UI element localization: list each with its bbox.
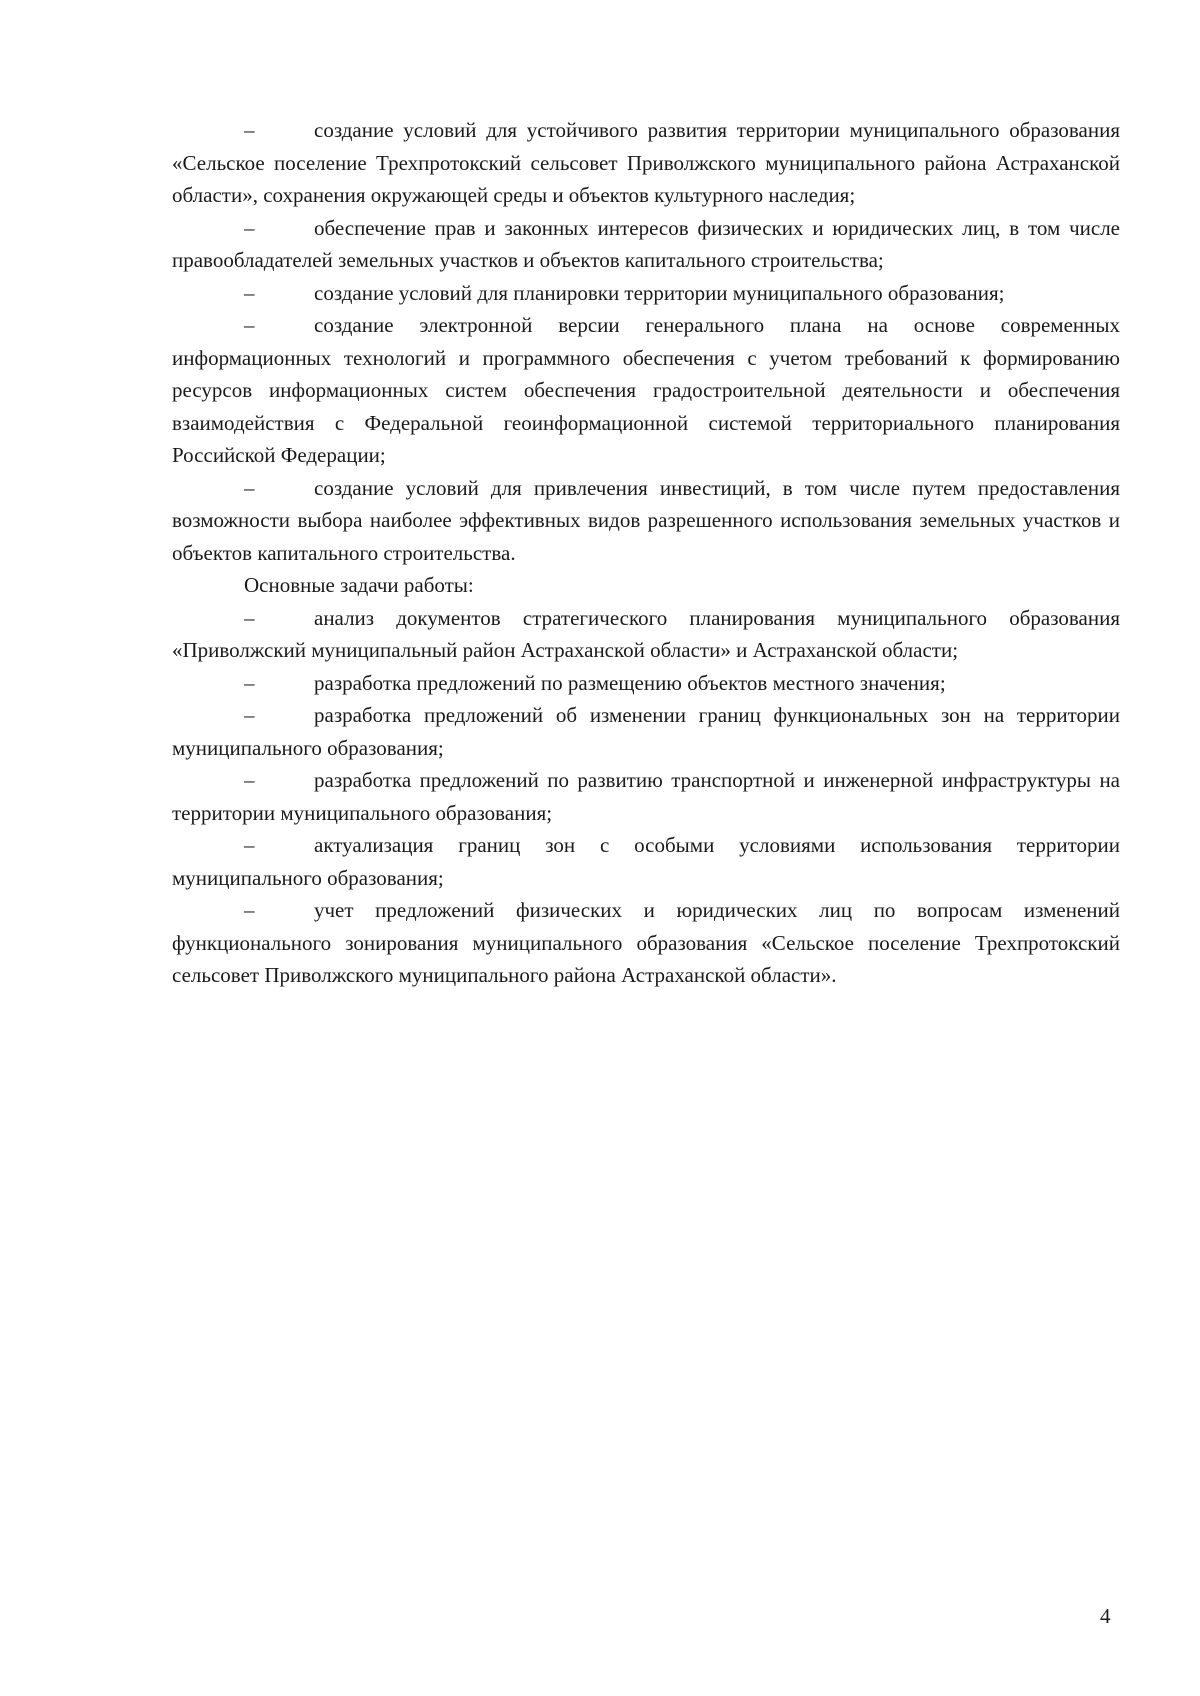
list-item (172, 472, 1120, 570)
list-item-text: анализ документов стратегического планирования муниципального образования «Приволжский муниципальный район Астраханской области» и Астраханской области; (172, 605, 1120, 662)
list-item-text: актуализация границ зон с особыми условиями использования территории муниципального образования; (172, 833, 1120, 890)
list-dash: – (244, 118, 255, 142)
list-dash: – (244, 703, 255, 727)
list-item (172, 699, 1120, 764)
list-dash: – (244, 898, 255, 922)
page-number: 4 (1100, 1604, 1111, 1628)
list-item (172, 764, 1120, 829)
list-item (172, 602, 1120, 667)
list-item-text: создание условий для устойчивого развития территории муниципального образования «Сельское поселение Трехпротокский сельсовет Приволжского муниципального района Астраханской области», сохранения окружающей среды и объектов культурного наследия; (172, 118, 1120, 207)
list-dash: – (244, 605, 255, 630)
list-item (172, 114, 1120, 212)
list-item-text: обеспечение прав и законных интересов физических и юридических лиц, в том числе правообладателей земельных участков и объектов капитального строительства; (172, 215, 1120, 272)
list-item (172, 829, 1120, 894)
list-dash: – (244, 670, 255, 695)
list-item (172, 309, 1120, 472)
list-item-text: создание электронной версии генерального плана на основе современных информационных технологий и программного обеспечения с учетом требований к формированию ресурсов информационных систем обеспечения градостроительной деятельности и обеспечения взаимодействия с Федеральной геоинформационной системой территориального планирования Российской Федерации; (172, 313, 1120, 467)
list-dash: – (244, 215, 255, 240)
section-intro-paragraph: Основные задачи работы: (244, 573, 474, 597)
list-item (172, 212, 1120, 277)
list-item-text: разработка предложений по развитию транспортной и инженерной инфраструктуры на территории муниципального образования; (172, 768, 1120, 825)
list-dash: – (244, 313, 255, 337)
list-item-text: разработка предложений об изменении границ функциональных зон на территории муниципального образования; (172, 703, 1120, 760)
document-body (172, 114, 1120, 992)
list-item (172, 894, 1120, 992)
list-item-text: учет предложений физических и юридических лиц по вопросам изменений функционального зонирования муниципального образования «Сельское поселение Трехпротокский сельсовет Приволжского муниципального района Астраханской области». (172, 898, 1120, 987)
list-dash: – (244, 475, 255, 500)
list-item (172, 667, 1120, 700)
list-item-text: разработка предложений по размещению объектов местного значения; (314, 670, 946, 695)
list-item-text: создание условий для привлечения инвестиций, в том числе путем предоставления возможности выбора наиболее эффективных видов разрешенного использования земельных участков и объектов капитального строительства. (172, 475, 1120, 565)
list-dash: – (244, 280, 255, 305)
list-item-text: создание условий для планировки территории муниципального образования; (314, 280, 1005, 305)
list-dash: – (244, 833, 255, 857)
list-dash: – (244, 768, 255, 792)
list-item (172, 277, 1120, 310)
